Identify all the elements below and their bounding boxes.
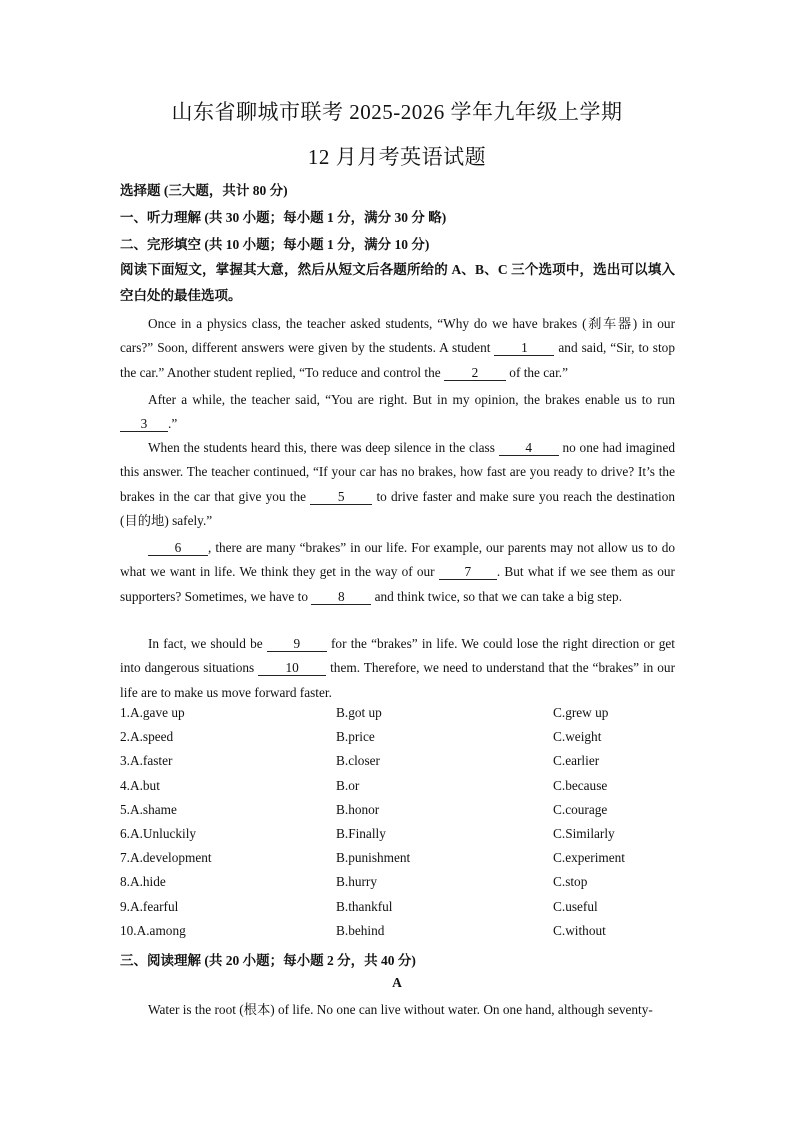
blank-5[interactable]: 5 [310, 489, 372, 505]
blank-7[interactable]: 7 [439, 564, 497, 580]
option-row-9 [120, 899, 675, 923]
option-c[interactable]: C.weight [553, 729, 602, 745]
option-a[interactable]: 9.A.fearful [120, 898, 179, 914]
passage-paragraph-2: After a while, the teacher said, “You are right. But in my opinion, the brakes enable us to run 3 .” [120, 388, 675, 437]
option-row-1 [120, 705, 675, 729]
option-a[interactable]: 2.A.speed [120, 729, 174, 745]
option-c[interactable]: C.grew up [553, 705, 609, 720]
option-c[interactable]: C.courage [553, 801, 608, 817]
option-c[interactable]: C.useful [553, 898, 598, 914]
option-row-10 [120, 923, 675, 947]
cloze-heading: 二、完形填空 (共 10 小题；每小题 1 分，满分 10 分) [120, 237, 430, 252]
option-a[interactable]: 4.A.but [120, 777, 160, 793]
cloze-instruction: 阅读下面短文，掌握其大意，然后从短文后各题所给的 A、B、C 三个选项中，选出可以填入空白处的最佳选项。 [120, 262, 675, 303]
passage-paragraph-3: When the students heard this, there was deep silence in the class 4 no one had imagined this answer. The teacher continued, “If your car has no brakes, how fast are you ready to drive? It’s the brakes in the car that give you the 5 to drive faster and make sure you reach the destination (目的地) safely.” [120, 440, 675, 528]
option-row-8 [120, 874, 675, 898]
option-b[interactable]: B.honor [336, 801, 380, 817]
option-c[interactable]: C.earlier [553, 753, 600, 769]
option-b[interactable]: B.closer [336, 753, 380, 769]
option-b[interactable]: B.thankful [336, 898, 393, 914]
option-c[interactable]: C.experiment [553, 850, 626, 866]
blank-8[interactable]: 8 [311, 589, 371, 605]
option-b[interactable]: B.price [336, 729, 375, 745]
option-b[interactable]: B.or [336, 777, 360, 793]
option-a[interactable]: 1.A.gave up [120, 705, 185, 720]
option-c[interactable]: C.without [553, 922, 606, 938]
blank-1[interactable]: 1 [494, 340, 554, 356]
choice-heading: 选择题 (三大题，共计 80 分) [120, 183, 288, 198]
option-a[interactable]: 5.A.shame [120, 801, 177, 817]
section-a-label: A [392, 975, 402, 990]
option-b[interactable]: B.punishment [336, 850, 411, 866]
option-a[interactable]: 6.A.Unluckily [120, 825, 197, 841]
blank-6[interactable]: 6 [148, 540, 208, 556]
option-row-5 [120, 802, 675, 826]
option-row-3 [120, 753, 675, 777]
passage-paragraph-1: Once in a physics class, the teacher asked students, “Why do we have brakes (刹车器) in our cars?” Soon, different answers were given by the students. A student 1 and said, “Sir, to stop the car.” Another student replied, “To reduce and control the 2 of the car.” [120, 316, 675, 380]
option-row-7 [120, 850, 675, 874]
blank-4[interactable]: 4 [499, 440, 559, 456]
option-c[interactable]: C.Similarly [553, 825, 615, 841]
reading-a-first-line: Water is the root (根本) of life. No one can live without water. On one hand, although seventy- [148, 1002, 653, 1017]
passage-paragraph-4: 6 , there are many “brakes” in our life. For example, our parents may not allow us to do what we want in life. We think they get in the way of our 7 . But what if we see them as our supporters? Sometimes, we have to 8 and think twice, so that we can take a big step. [120, 540, 675, 604]
option-row-4 [120, 778, 675, 802]
option-c[interactable]: C.stop [553, 874, 588, 890]
option-row-2 [120, 729, 675, 753]
blank-2[interactable]: 2 [444, 365, 506, 381]
blank-3[interactable]: 3 [120, 416, 168, 432]
option-c[interactable]: C.because [553, 777, 608, 793]
option-a[interactable]: 7.A.development [120, 850, 212, 866]
blank-9[interactable]: 9 [267, 636, 327, 652]
exam-title: 山东省聊城市联考 2025-2026 学年九年级上学期 [171, 100, 623, 124]
option-b[interactable]: B.hurry [336, 874, 377, 890]
blank-10[interactable]: 10 [258, 660, 326, 676]
reading-heading: 三、阅读理解 (共 20 小题；每小题 2 分，共 40 分) [120, 953, 416, 968]
option-a[interactable]: 10.A.among [120, 922, 186, 938]
passage-paragraph-5: In fact, we should be 9 for the “brakes” in life. We could lose the right direction or get into dangerous situations 10 them. Therefore, we need to understand that the “brakes” in our life are to make us move forward faster. [120, 636, 676, 700]
option-a[interactable]: 3.A.faster [120, 753, 173, 769]
option-b[interactable]: B.got up [336, 705, 382, 720]
listening-heading: 一、听力理解 (共 30 小题；每小题 1 分，满分 30 分 略) [120, 210, 447, 225]
option-row-6 [120, 826, 675, 850]
option-a[interactable]: 8.A.hide [120, 874, 166, 890]
exam-subtitle: 12 月月考英语试题 [307, 145, 487, 169]
option-b[interactable]: B.Finally [336, 825, 386, 841]
options-list [120, 705, 675, 947]
option-b[interactable]: B.behind [336, 922, 385, 938]
